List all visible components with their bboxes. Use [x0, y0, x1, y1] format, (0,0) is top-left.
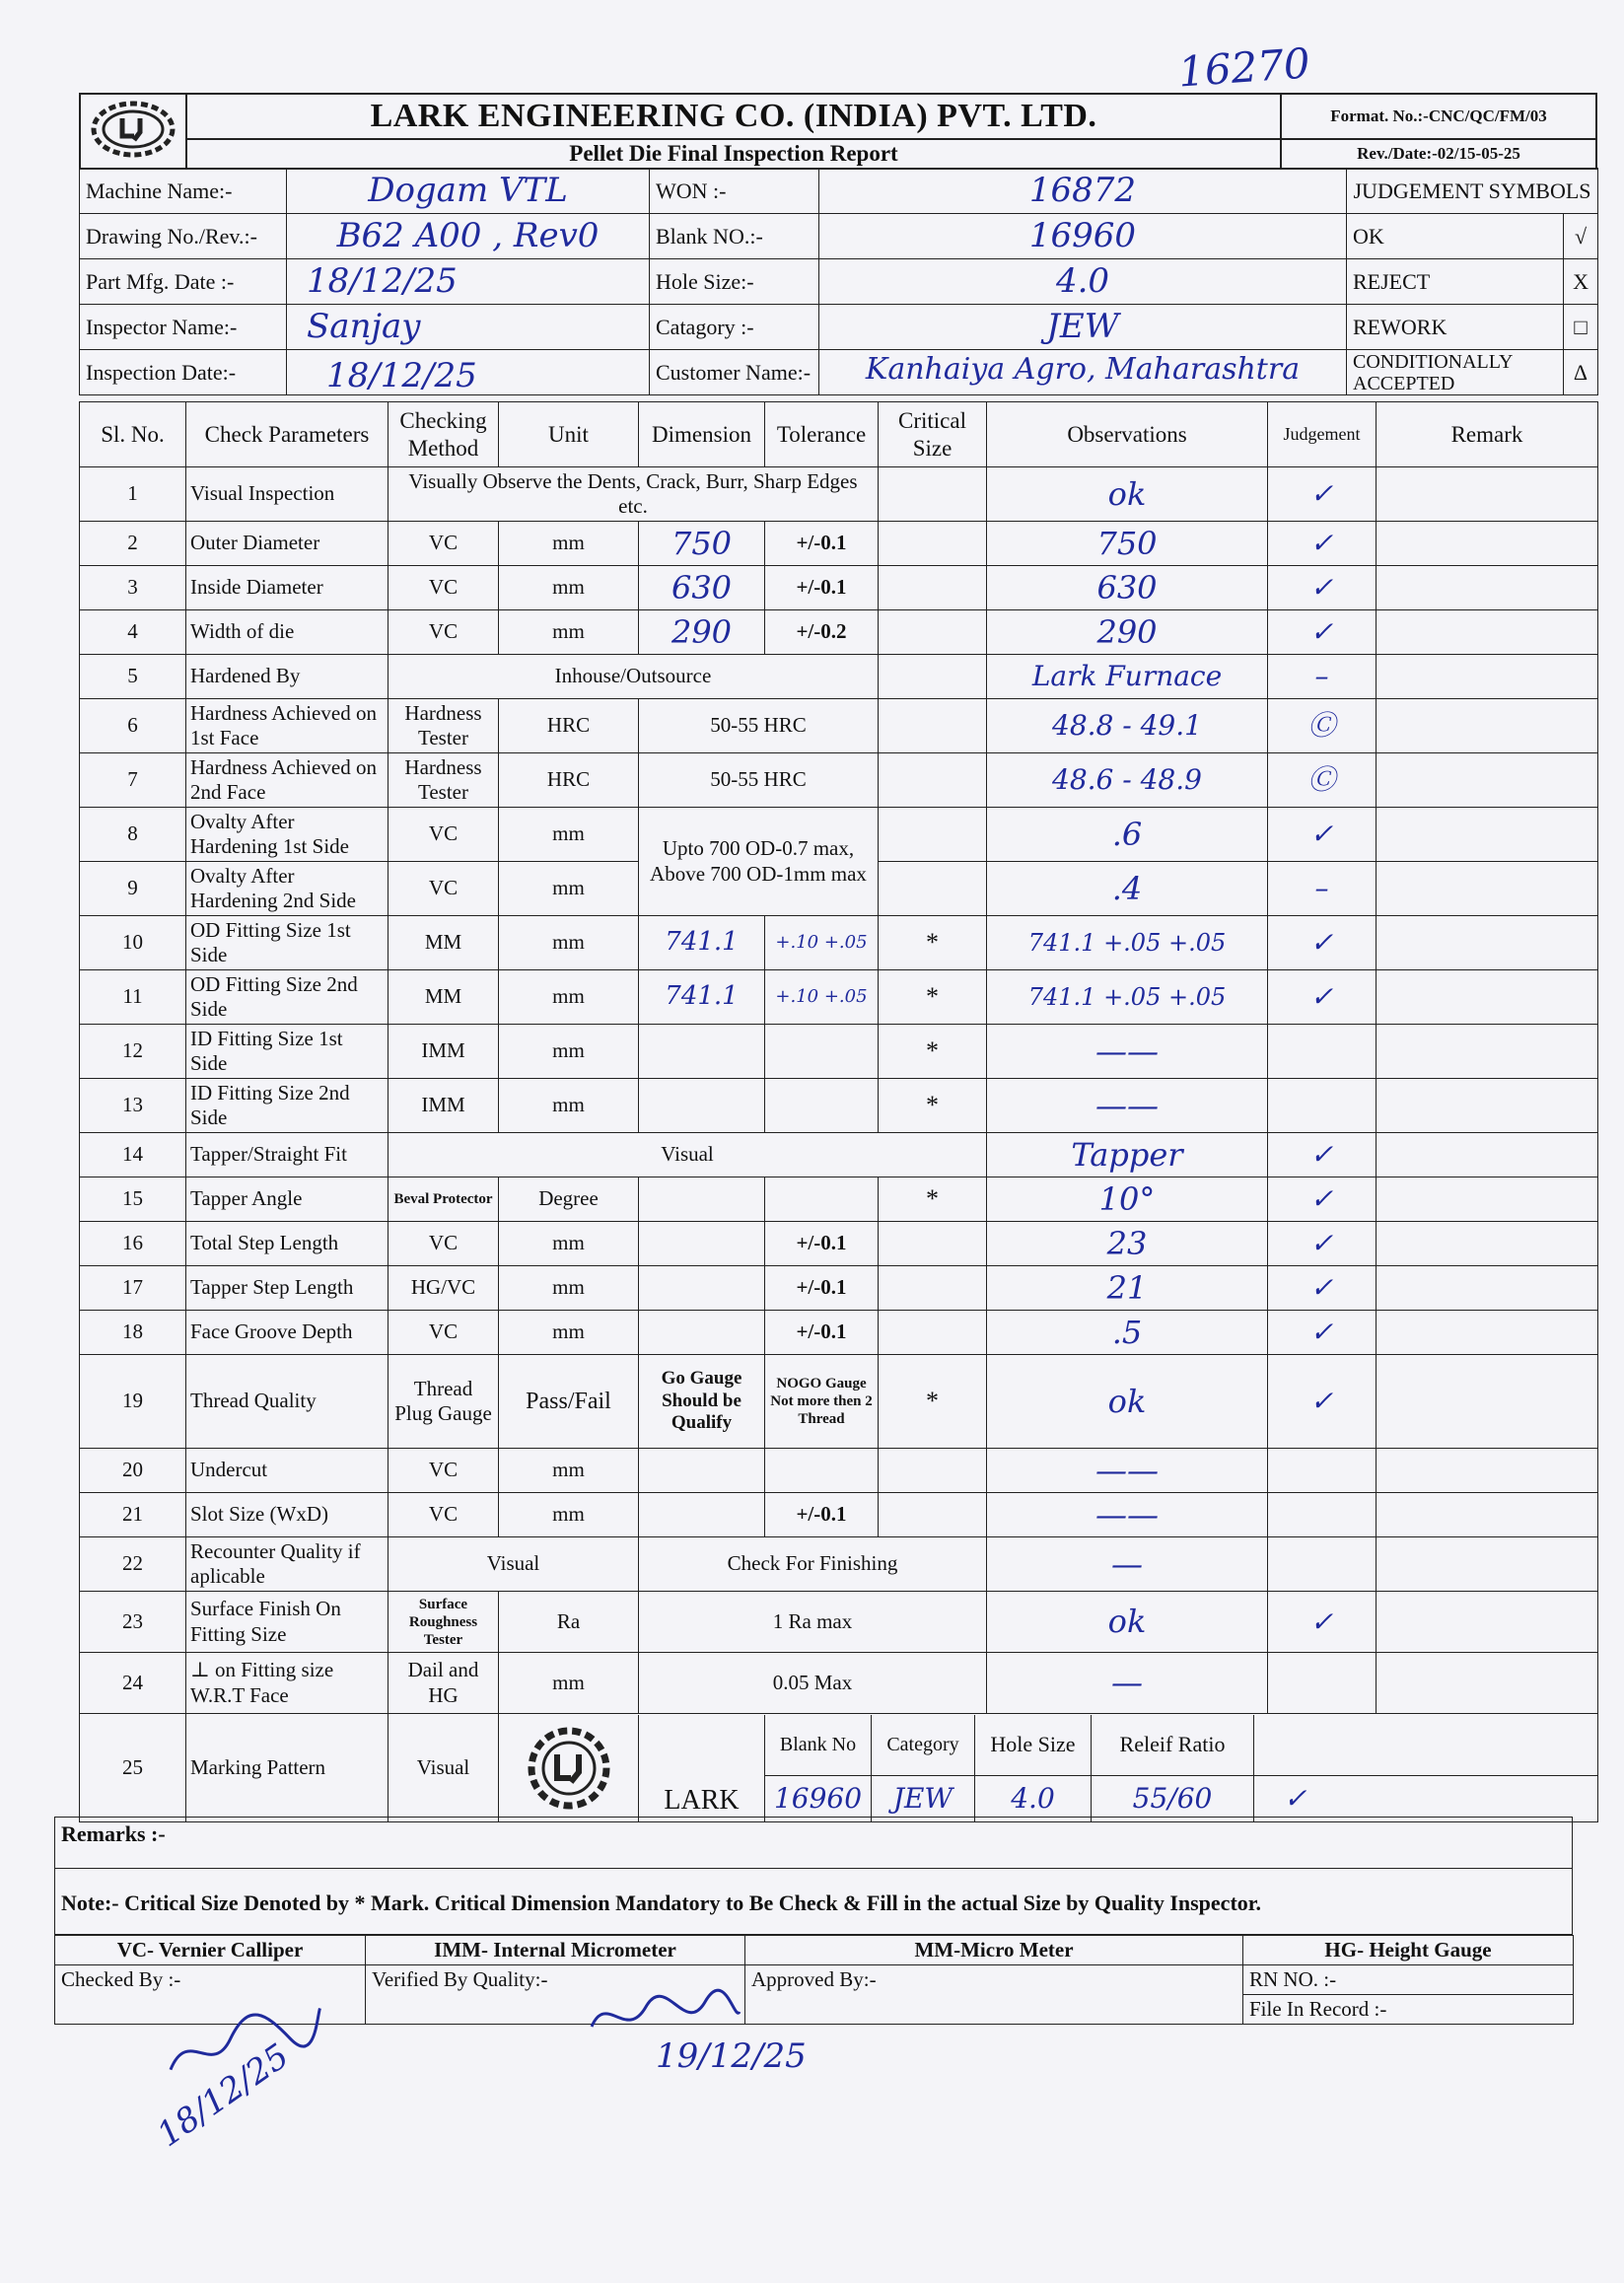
- checked-by-date: 18/12/25: [150, 2035, 297, 2156]
- part-mfg-date-field[interactable]: 18/12/25: [287, 259, 650, 305]
- job-info-table: [79, 168, 1598, 395]
- top-handwritten-number: 16270: [1176, 38, 1312, 97]
- table-row: 11 OD Fitting Size 2nd Side MM mm 741.1 +.10 +.05 * 741.1 +.05 +.05 ✓: [80, 970, 1598, 1025]
- approved-by-field[interactable]: Approved By:-: [745, 1965, 1243, 2025]
- table-row: 22 Recounter Quality if aplicable Visual Check For Finishing —: [80, 1537, 1598, 1592]
- report-title: Pellet Die Final Inspection Report: [186, 139, 1281, 169]
- table-row: 7 Hardness Achieved on 2nd Face Hardness Tester HRC 50-55 HRC 48.6 - 48.9 Ⓒ: [80, 753, 1598, 808]
- won-label: WON :-: [650, 169, 819, 214]
- inspector-name-label: Inspector Name:-: [80, 305, 287, 350]
- col-tolerance: Tolerance: [765, 402, 879, 467]
- relief-ratio-header: Releif Ratio: [1092, 1715, 1254, 1775]
- table-row: 16 Total Step Length VC mm +/-0.1 23 ✓: [80, 1222, 1598, 1266]
- table-row: 19 Thread Quality Thread Plug Gauge Pass/Fail Go Gauge Should be Qualify NOGO Gauge Not more then 2 Thread * ok ✓: [80, 1355, 1598, 1449]
- col-check-parameters: Check Parameters: [186, 402, 388, 467]
- table-row: 18 Face Groove Depth VC mm +/-0.1 .5 ✓: [80, 1311, 1598, 1355]
- table-row: 8 Ovalty After Hardening 1st Side VC mm Upto 700 OD-0.7 max, Above 700 OD-1mm max .6 ✓: [80, 808, 1598, 862]
- col-unit: Unit: [499, 402, 639, 467]
- drawing-no-label: Drawing No./Rev.:-: [80, 214, 287, 259]
- judgement-symbols-title: JUDGEMENT SYMBOLS: [1347, 169, 1598, 214]
- machine-name-field[interactable]: Dogam VTL: [287, 169, 650, 214]
- table-row: 5 Hardened By Inhouse/Outsource Lark Furnace –: [80, 655, 1598, 699]
- critical-size-note: Note:- Critical Size Denoted by * Mark. Critical Dimension Mandatory to Be Check & Fill in the actual Size by Quality Inspector.: [54, 1868, 1573, 1935]
- col-checking-method: Checking Method: [388, 402, 499, 467]
- table-row: 13 ID Fitting Size 2nd Side IMM mm * ——: [80, 1079, 1598, 1133]
- marking-pattern-cell: [499, 1714, 1598, 1822]
- symbol-rework: □: [1564, 305, 1598, 350]
- company-name: LARK ENGINEERING CO. (INDIA) PVT. LTD.: [186, 94, 1281, 139]
- table-row: 25 Marking Pattern Visual LARK Blank No Category Hole Size Releif Ratio 16960 JEW 4.0 55/60 ✓: [80, 1714, 1598, 1822]
- format-number: Format. No.:-CNC/QC/FM/03: [1281, 94, 1596, 139]
- table-row: 20 Undercut VC mm ——: [80, 1449, 1598, 1493]
- legend-hg: HG- Height Gauge: [1243, 1936, 1574, 1965]
- legend-vc: VC- Vernier Calliper: [55, 1936, 366, 1965]
- col-critical-size: Critical Size: [879, 402, 987, 467]
- company-logo: [80, 94, 186, 169]
- verified-by-field[interactable]: Verified By Quality:-: [366, 1965, 745, 2025]
- table-row: 15 Tapper Angle Beval Protector Degree * 10° ✓: [80, 1177, 1598, 1222]
- machine-name-label: Machine Name:-: [80, 169, 287, 214]
- hole-size-value[interactable]: 4.0: [975, 1776, 1092, 1821]
- marking-judgement[interactable]: ✓: [1284, 1781, 1307, 1815]
- col-sl-no: Sl. No.: [80, 402, 186, 467]
- rn-no-field[interactable]: RN NO. :-: [1243, 1965, 1574, 1995]
- symbol-cond-label: CONDITIONALLY ACCEPTED: [1347, 350, 1564, 395]
- file-in-record-field[interactable]: File In Record :-: [1243, 1995, 1574, 2025]
- category-value[interactable]: JEW: [872, 1776, 975, 1821]
- table-row: 3 Inside Diameter VC mm 630 +/-0.1 630 ✓: [80, 566, 1598, 610]
- symbol-reject: X: [1564, 259, 1598, 305]
- symbol-ok: √: [1564, 214, 1598, 259]
- table-row: 4 Width of die VC mm 290 +/-0.2 290 ✓: [80, 610, 1598, 655]
- blank-no-header: Blank No: [765, 1715, 872, 1775]
- marking-lark-text: LARK: [639, 1715, 765, 1821]
- customer-name-field[interactable]: Kanhaiya Agro, Maharashtra: [819, 350, 1347, 395]
- inspection-date-label: Inspection Date:-: [80, 350, 287, 395]
- legend-imm: IMM- Internal Micrometer: [366, 1936, 745, 1965]
- table-row: 14 Tapper/Straight Fit Visual Tapper ✓: [80, 1133, 1598, 1177]
- blank-no-field[interactable]: 16960: [819, 214, 1347, 259]
- symbol-rework-label: REWORK: [1347, 305, 1564, 350]
- col-observations: Observations: [987, 402, 1268, 467]
- symbol-cond: Δ: [1564, 350, 1598, 395]
- table-row: 6 Hardness Achieved on 1st Face Hardness Tester HRC 50-55 HRC 48.8 - 49.1 Ⓒ: [80, 699, 1598, 753]
- inspection-checks-table: [79, 401, 1598, 1822]
- hole-size-field[interactable]: 4.0: [819, 259, 1347, 305]
- category-field[interactable]: JEW: [819, 305, 1347, 350]
- col-judgement: Judgement: [1268, 402, 1377, 467]
- table-row: 17 Tapper Step Length HG/VC mm +/-0.1 21 ✓: [80, 1266, 1598, 1311]
- drawing-no-field[interactable]: B62 A00 , Rev0: [287, 214, 650, 259]
- table-row: 23 Surface Finish On Fitting Size Surface Roughness Tester Ra 1 Ra max ok ✓: [80, 1592, 1598, 1653]
- part-mfg-date-label: Part Mfg. Date :-: [80, 259, 287, 305]
- verified-by-date: 19/12/25: [656, 2036, 807, 2076]
- legend-mm: MM-Micro Meter: [745, 1936, 1243, 1965]
- inspector-name-field[interactable]: Sanjay: [287, 305, 650, 350]
- col-dimension: Dimension: [639, 402, 765, 467]
- hole-size-header: Hole Size: [975, 1715, 1092, 1775]
- table-row: 10 OD Fitting Size 1st Side MM mm 741.1 +.10 +.05 * 741.1 +.05 +.05 ✓: [80, 916, 1598, 970]
- relief-ratio-value[interactable]: 55/60: [1092, 1776, 1254, 1821]
- customer-name-label: Customer Name:-: [650, 350, 819, 395]
- table-row: 21 Slot Size (WxD) VC mm +/-0.1 ——: [80, 1493, 1598, 1537]
- blank-no-label: Blank NO.:-: [650, 214, 819, 259]
- hole-size-label: Hole Size:-: [650, 259, 819, 305]
- table-row: 12 ID Fitting Size 1st Side IMM mm * ——: [80, 1025, 1598, 1079]
- won-field[interactable]: 16872: [819, 169, 1347, 214]
- category-header: Category: [872, 1715, 975, 1775]
- revision-date: Rev./Date:-02/15-05-25: [1281, 139, 1596, 169]
- lark-gear-logo-icon: [89, 99, 177, 160]
- inspection-date-field[interactable]: 18/12/25: [287, 350, 650, 395]
- table-row: 9 Ovalty After Hardening 2nd Side VC mm .4 –: [80, 862, 1598, 916]
- blank-no-value[interactable]: 16960: [765, 1776, 872, 1821]
- symbol-reject-label: REJECT: [1347, 259, 1564, 305]
- marking-logo: [499, 1715, 639, 1821]
- symbol-ok-label: OK: [1347, 214, 1564, 259]
- table-header-row: [80, 402, 1598, 467]
- remarks-section[interactable]: Remarks :-: [54, 1817, 1573, 1868]
- table-row: 1 Visual Inspection Visually Observe the Dents, Crack, Burr, Sharp Edges etc. ok ✓: [80, 467, 1598, 522]
- lark-gear-logo-icon: [510, 1727, 628, 1810]
- category-label: Catagory :-: [650, 305, 819, 350]
- col-remark: Remark: [1377, 402, 1598, 467]
- checked-by-field[interactable]: Checked By :-: [55, 1965, 366, 2025]
- table-row: 2 Outer Diameter VC mm 750 +/-0.1 750 ✓: [80, 522, 1598, 566]
- report-header: [79, 93, 1597, 170]
- table-row: 24 ⊥ on Fitting size W.R.T Face Dail and HG mm 0.05 Max —: [80, 1653, 1598, 1714]
